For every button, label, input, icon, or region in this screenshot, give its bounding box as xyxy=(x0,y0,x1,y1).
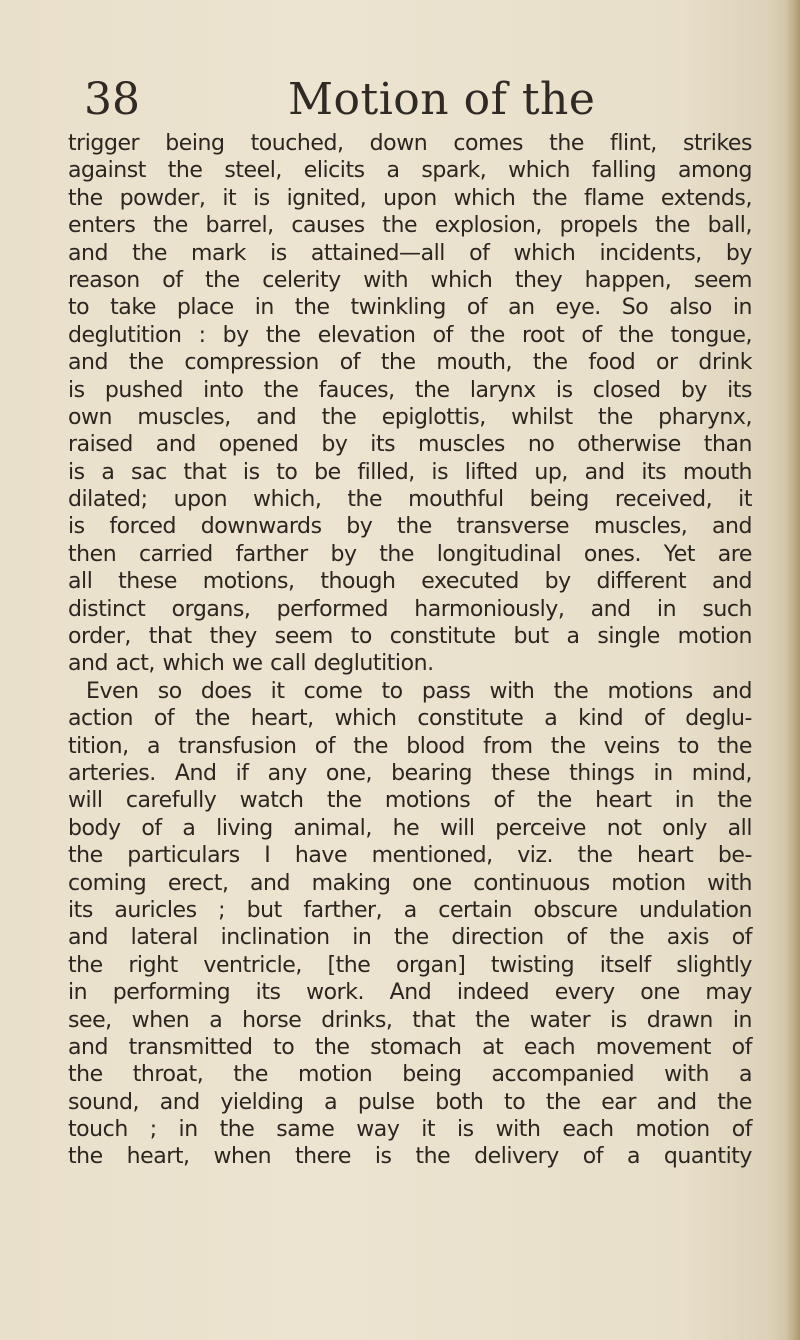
text-line: distinct organs, performed harmoniously, and in such xyxy=(68,596,752,622)
text-line: and transmitted to the stomach at each movement of xyxy=(68,1034,752,1060)
text-line: own muscles, and the epiglottis, whilst the pharynx, xyxy=(68,404,752,430)
text-line: reason of the celerity with which they happen, seem xyxy=(68,267,752,293)
text-line: deglutition : by the elevation of the root of the tongue, xyxy=(68,322,752,348)
text-line: and the mark is attained—all of which incidents, by xyxy=(68,240,752,266)
text-line: touch ; in the same way it is with each motion of xyxy=(68,1117,752,1143)
text-line: the right ventricle, [the organ] twisting itself slightly xyxy=(68,952,752,978)
text-line: trigger being touched, down comes the flint, strikes xyxy=(68,131,752,156)
text-line: see, when a horse drinks, that the water is drawn in xyxy=(68,1007,752,1033)
text-line: and lateral inclination in the direction of the axis of xyxy=(68,925,752,951)
text-line: arteries. And if any one, bearing these things in mind, xyxy=(68,760,752,786)
text-line: order, that they seem to constitute but a single motion xyxy=(68,624,752,650)
running-head xyxy=(84,70,724,130)
text-line: is pushed into the fauces, the larynx is closed by its xyxy=(68,377,752,403)
text-line: is forced downwards by the transverse muscles, and xyxy=(68,514,752,540)
paragraph-last-line: and act, which we call deglutition. xyxy=(68,651,434,677)
paragraph-first-line: Even so does it come to pass with the motions and xyxy=(86,678,752,704)
text-line: the powder, it is ignited, upon which the flame extends, xyxy=(68,185,752,211)
text-line: body of a living animal, he will perceive not only all xyxy=(68,815,752,841)
text-line: enters the barrel, causes the explosion, propels the ball, xyxy=(68,213,752,239)
text-line: the particulars I have mentioned, viz. the heart be- xyxy=(68,843,752,869)
text-line: its auricles ; but farther, a certain obscure undulation xyxy=(68,897,752,923)
text-line: and the compression of the mouth, the food or drink xyxy=(68,350,752,376)
text-line: then carried farther by the longitudinal ones. Yet are xyxy=(68,541,752,567)
text-line: coming erect, and making one continuous motion with xyxy=(68,870,752,896)
text-line: the throat, the motion being accompanied with a xyxy=(68,1062,752,1088)
text-line: to take place in the twinkling of an eye. So also in xyxy=(68,295,752,321)
text-line: against the steel, elicits a spark, which falling among xyxy=(68,158,752,184)
text-line: in performing its work. And indeed every one may xyxy=(68,980,752,1006)
text-line: all these motions, though executed by different and xyxy=(68,569,752,595)
text-line: action of the heart, which constitute a kind of deglu- xyxy=(68,706,752,732)
text-line: sound, and yielding a pulse both to the ear and the xyxy=(68,1089,752,1115)
page-number: 38 xyxy=(84,74,140,125)
body-text xyxy=(68,130,752,1171)
running-head-title: Motion of the xyxy=(288,74,596,125)
text-line: is a sac that is to be filled, is lifted up, and its mouth xyxy=(68,459,752,485)
text-line: dilated; upon which, the mouthful being received, it xyxy=(68,487,752,513)
text-line: the heart, when there is the delivery of a quantity xyxy=(68,1144,752,1170)
page-edge-shadow xyxy=(786,0,800,1340)
text-line: raised and opened by its muscles no otherwise than xyxy=(68,432,752,458)
text-line: will carefully watch the motions of the heart in the xyxy=(68,788,752,814)
text-line: tition, a transfusion of the blood from the veins to the xyxy=(68,733,752,759)
